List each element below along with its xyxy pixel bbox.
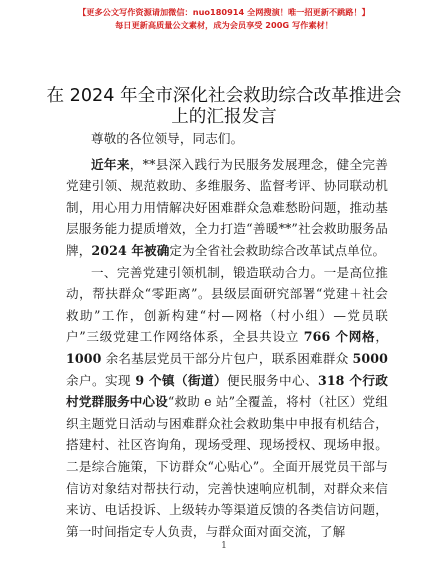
banner-line-1: 【更多公文写作资源请加微信：nuo180914 全网搜演！唯一招更新不跳路！】 — [78, 7, 370, 17]
document-title: 在 2024 年全市深化社会救助综合改革推进会上的汇报发言 — [46, 86, 402, 127]
salutation: 尊敬的各位领导，同志们。 — [91, 131, 244, 146]
banner-line-2: 每日更新高质量公文素材，成为会员享受 200G 写作素材！ — [115, 20, 333, 30]
text-segment: ， — [375, 329, 389, 345]
text-segment: 余名基层党员干部分片包户，联系困难群众 — [101, 350, 353, 366]
paragraph-intro — [66, 154, 388, 262]
paragraph-section-1 — [66, 262, 388, 543]
text-segment: 余户。实现 — [66, 372, 136, 388]
highlight-village-count: 318 个行政村党群服务中心设 — [66, 372, 389, 410]
paragraph-lead: 近年来 — [91, 156, 130, 172]
highlight-year: 2024 年被确 — [91, 242, 170, 258]
document-body — [66, 128, 388, 542]
promo-banner — [0, 6, 448, 32]
text-segment: 一、完善党建引领机制，锻造联动合力。一是高位推动，帮扶群众“零距离”。县级层面研究部署“党建＋社会救助”工作，创新构建“村—网格（村小组）—党员联户”三级党建工作网络体系，全县共设立 — [66, 264, 388, 345]
text-segment: “救助 e 站”全覆盖，将村（社区）党组织主题党日活动与困难群众社会救助集中申报有机结合，搭建村、社区咨询角，现场受理、现场授权、现场申报。二是综合施策，下访群众“心贴心”。全面开展党员干部与信访对象结对帮扶行动，完善快速响应机制，对群众来信来访、电话投诉、上级转办等渠道反馈的各类信访问题，第一时间指定专人负责，与群众面对面交流，了解 — [66, 394, 388, 539]
text-segment: 便民服务中心、 — [226, 372, 318, 388]
highlight-grid-count: 766 个网格 — [303, 329, 376, 345]
paragraph-tail: 定为全省社会救助综合改革试点单位。 — [169, 242, 386, 258]
highlight-household-count: 5000 — [352, 350, 388, 366]
highlight-town-count: 9 个镇（街道） — [135, 372, 227, 388]
paragraph-text: ，**县深入践行为民服务发展理念，健全完善党建引领、规范救助、多维服务、监督考评、协同联动机制，用心用力用情解决好困难群众急难愁盼问题，推动基层服务能力提质增效，全力打造“善暖**”社会救助服务品牌， — [66, 156, 388, 258]
page-number: 1 — [221, 541, 227, 551]
highlight-cadre-count: 1000 — [66, 350, 102, 366]
